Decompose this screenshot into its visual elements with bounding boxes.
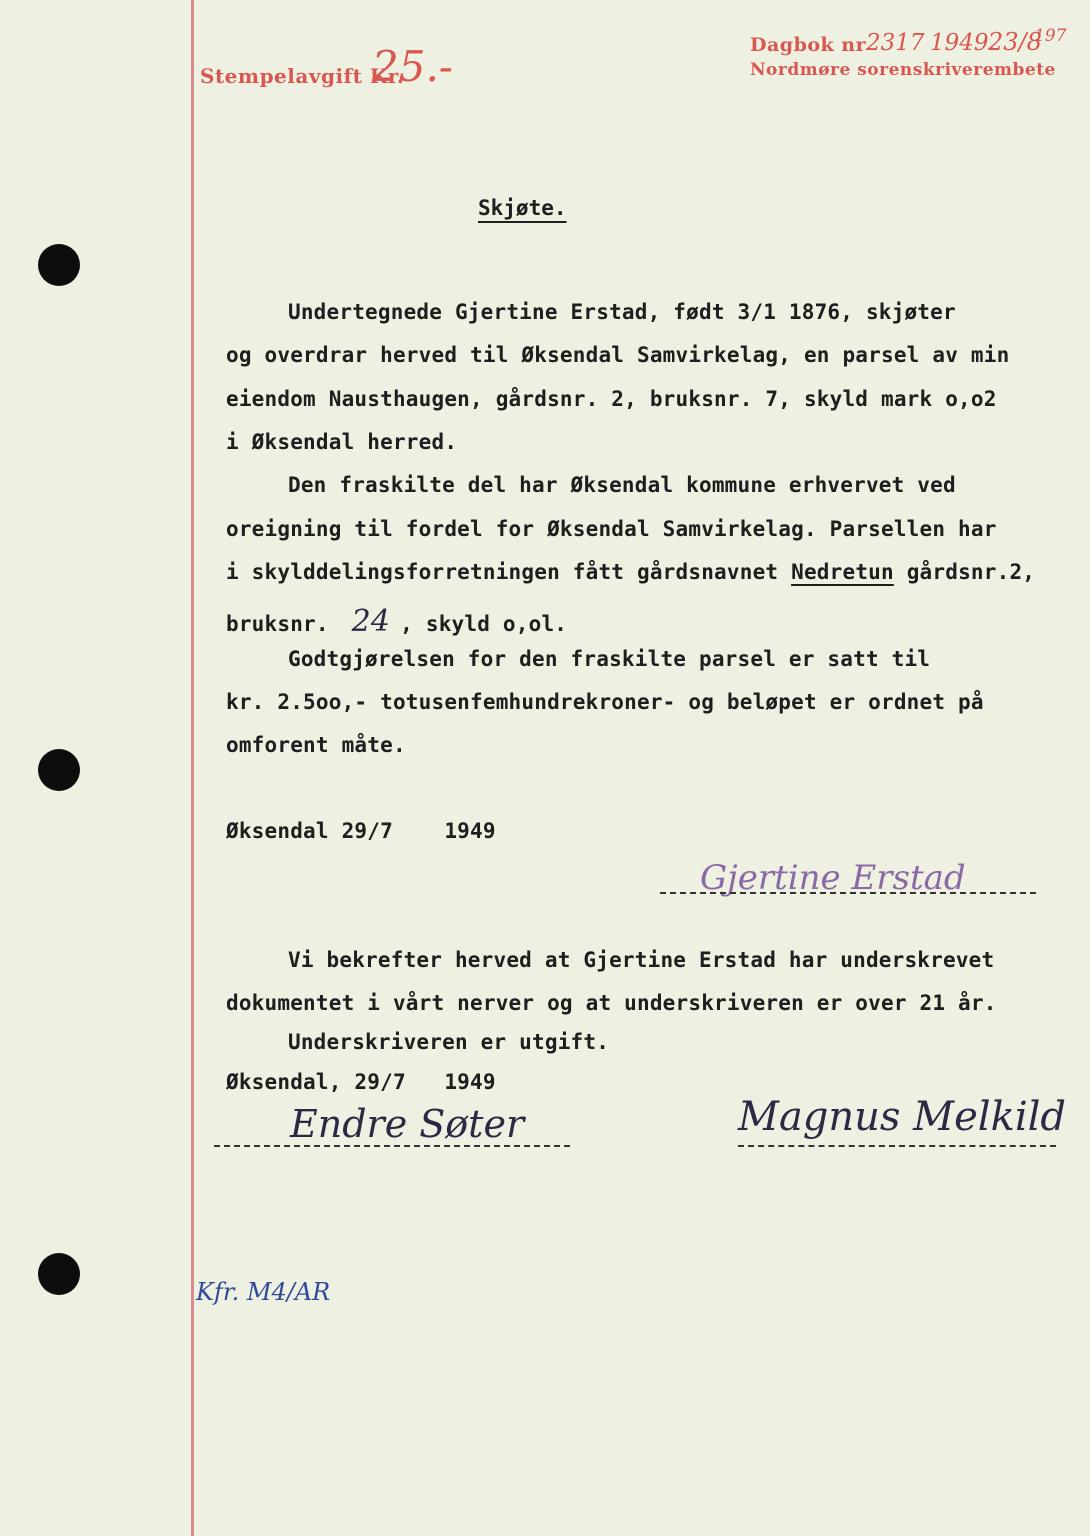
place-date-1: Øksendal 29/7 1949 xyxy=(226,819,496,843)
paragraph2-line2: oreigning til fordel for Øksendal Samvirkelag. Parsellen har xyxy=(226,517,997,541)
paragraph1-line3: eiendom Nausthaugen, gårdsnr. 2, bruksnr. 7, skyld mark o,o2 xyxy=(226,387,997,411)
dagbok-label: Dagbok nr xyxy=(750,34,867,56)
signature-seller: Gjertine Erstad xyxy=(700,858,966,898)
signature-witness-1: Endre Søter xyxy=(290,1102,525,1146)
signature-line-witness-1 xyxy=(214,1145,570,1147)
signature-witness-2: Magnus Melkild xyxy=(738,1094,1067,1140)
paragraph1-line2: og overdrar herved til Øksendal Samvirkelag, en parsel av min xyxy=(226,343,1010,367)
stamp-duty-amount: 25.- xyxy=(372,42,453,91)
paragraph4-line3: Underskriveren er utgift. xyxy=(288,1030,610,1054)
punch-hole-icon xyxy=(38,749,80,791)
paragraph3-line1: Godtgjørelsen for den fraskilte parsel er satt til xyxy=(288,647,931,671)
punch-hole-icon xyxy=(38,1253,80,1295)
paragraph2-line4: bruksnr. 24 , skyld o,ol. xyxy=(226,604,568,639)
paragraph2-line3: i skylddelingsforretningen fått gårdsnavnet Nedretun gårdsnr.2, xyxy=(226,560,1036,584)
paragraph4-line2: dokumentet i vårt nerver og at underskriveren er over 21 år. xyxy=(226,991,997,1015)
office-stamp: Nordmøre sorenskriverembete xyxy=(750,60,1056,80)
dagbok-note: 23/8 xyxy=(988,28,1042,56)
paragraph1-line4: i Øksendal herred. xyxy=(226,430,458,454)
farm-name: Nedretun xyxy=(791,560,894,584)
red-margin-line xyxy=(191,0,194,1536)
dagbok-year: 1949. xyxy=(930,30,996,56)
handwritten-bruksnr: 24 xyxy=(351,604,391,639)
paragraph3-line2: kr. 2.5oo,- totusenfemhundrekroner- og beløpet er ordnet på xyxy=(226,690,984,714)
paragraph1-line1: Undertegnede Gjertine Erstad, født 3/1 1876, skjøter xyxy=(288,300,956,324)
paragraph4-line1: Vi bekrefter herved at Gjertine Erstad har underskrevet xyxy=(288,948,995,972)
document-title: Skjøte. xyxy=(478,196,567,220)
place-date-2: Øksendal, 29/7 1949 xyxy=(226,1070,496,1094)
dagbok-page: 197 xyxy=(1034,26,1067,46)
dagbok-number: 2317 xyxy=(866,30,925,56)
paragraph3-line3: omforent måte. xyxy=(226,733,406,757)
footer-note: Kfr. M4/AR xyxy=(196,1278,331,1306)
signature-line-witness-2 xyxy=(738,1145,1056,1147)
signature-line-seller xyxy=(660,892,1036,894)
punch-hole-icon xyxy=(38,244,80,286)
stamp-duty-label: Stempelavgift Kr. xyxy=(200,64,405,88)
paragraph2-line1: Den fraskilte del har Øksendal kommune erhvervet ved xyxy=(288,473,956,497)
